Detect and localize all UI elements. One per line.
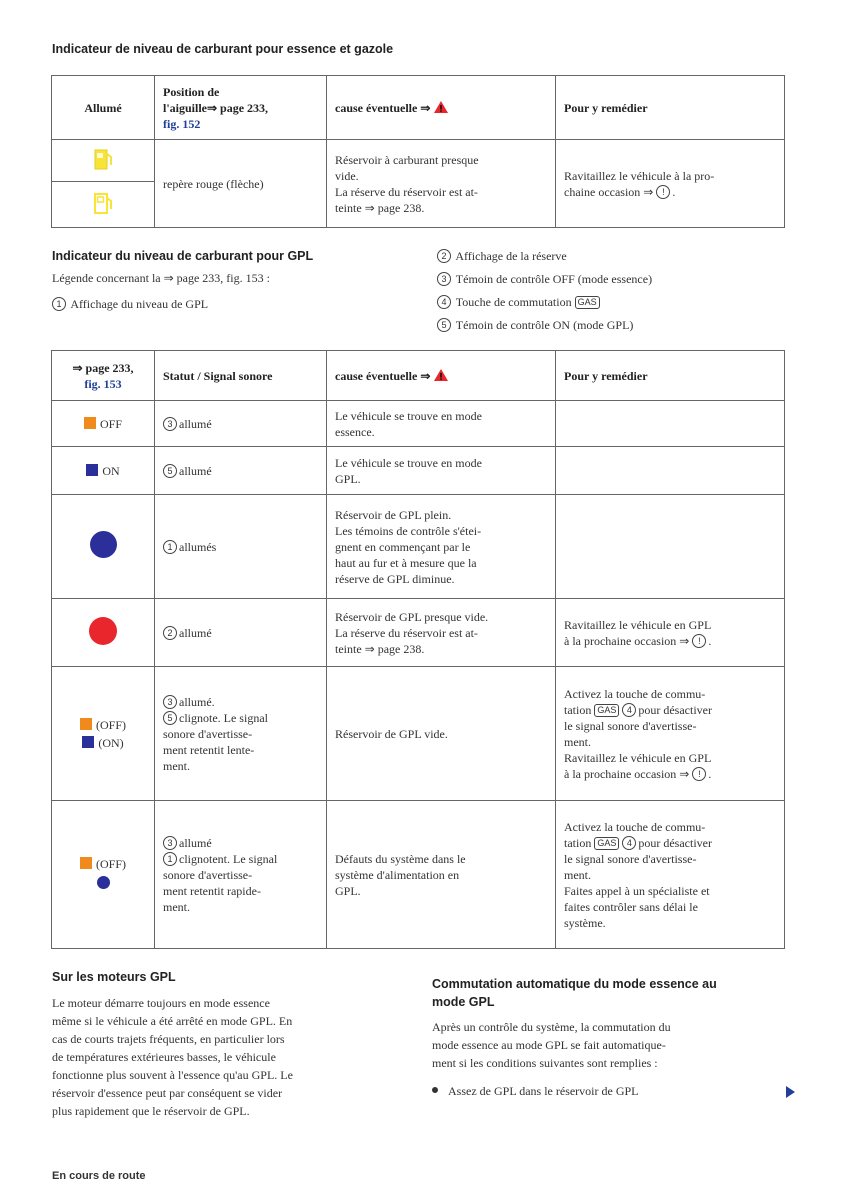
auto-switch-bullet: Assez de GPL dans le réservoir de GPL [432, 1082, 639, 1100]
needle-position-cell: repère rouge (flèche) [155, 140, 327, 228]
status-cell: 5 allumé [155, 447, 327, 495]
indicator-cell: (OFF) [52, 801, 155, 949]
remedy-cell: Activez la touche de commu- tation GAS 4 pour désactiver le signal sonore d'avertisse- ment. Faites appel à un spécialiste et faites contrôler sans délai le système. [556, 801, 785, 949]
legend-item-3: 3 Témoin de contrôle OFF (mode essence) [437, 272, 652, 287]
continue-arrow-icon [786, 1086, 795, 1098]
table-row [52, 447, 785, 495]
indicator-cell: OFF [52, 401, 155, 447]
blue-square-icon [82, 736, 94, 748]
auto-switch-heading: Commutation automatique du mode essence au mode GPL [432, 977, 717, 1009]
header-status: Statut / Signal sonore [155, 351, 327, 401]
header-remedy: Pour y remédier [556, 76, 785, 140]
table-row [52, 401, 785, 447]
remedy-cell: Ravitaillez le véhicule en GPL à la prochaine occasion ⇒ ! . [556, 599, 785, 667]
warning-icon [433, 368, 449, 382]
fuel-indicator-heading: Indicateur de niveau de carburant pour essence et gazole [52, 42, 394, 56]
status-cell: 3 allumé 1 clignotent. Le signal sonore d'avertisse- ment retentit rapide- ment. [155, 801, 327, 949]
header-needle-position: Position de l'aiguille⇒ page 233, fig. 152 [155, 76, 327, 140]
orange-square-icon [80, 718, 92, 730]
indicator-cell: ON [52, 447, 155, 495]
indicator-cell [52, 599, 155, 667]
cause-cell: Le véhicule se trouve en mode essence. [327, 401, 556, 447]
legend-intro: Légende concernant la ⇒ page 233, fig. 153 : [52, 271, 270, 285]
fuel-lamp-cell-filled [52, 140, 155, 182]
blue-dot-icon [97, 876, 110, 889]
cause-cell: Le véhicule se trouve en mode GPL. [327, 447, 556, 495]
legend-item-4: 4 Touche de commutation GAS [437, 295, 600, 310]
gas-key-icon: GAS [594, 837, 619, 850]
header-page-ref: ⇒ page 233, fig. 153 [52, 351, 155, 401]
status-cell: 3 allumé. 5 clignote. Le signal sonore d'avertisse- ment retentit lente- ment. [155, 667, 327, 801]
auto-switch-paragraph: Après un contrôle du système, la commutation du mode essence au mode GPL se fait automatique- ment si les conditions suivantes sont remplies : [432, 1020, 671, 1070]
lpg-engines-heading: Sur les moteurs GPL [52, 970, 176, 984]
gas-key-icon: GAS [594, 704, 619, 717]
cause-cell: Réservoir de GPL plein. Les témoins de contrôle s'étei- gnent en commençant par le haut au fur et à mesure que la réserve de GPL diminue. [327, 495, 556, 599]
fuel-pump-outline-icon [92, 190, 114, 216]
orange-square-icon [80, 857, 92, 869]
status-cell: 3 allumé [155, 401, 327, 447]
table-row [52, 599, 785, 667]
cause-cell: Réservoir de GPL presque vide. La réserve du réservoir est at- teinte ⇒ page 238. [327, 599, 556, 667]
cause-cell: Réservoir à carburant presque vide. La réserve du réservoir est at- teinte ⇒ page 238. [327, 140, 556, 228]
fuel-indicator-table [51, 75, 785, 228]
bullet-icon [432, 1087, 438, 1093]
fuel-lamp-cell-outline [52, 182, 155, 228]
legend-item-2: 2 Affichage de la réserve [437, 249, 567, 264]
red-dot-icon [89, 617, 117, 645]
table-row [52, 495, 785, 599]
remedy-cell [556, 495, 785, 599]
cause-cell: Réservoir de GPL vide. [327, 667, 556, 801]
warning-icon [433, 100, 449, 114]
lpg-indicator-heading: Indicateur du niveau de carburant pour GPL [52, 249, 314, 263]
lpg-indicator-table [51, 350, 785, 949]
legend-item-1: 1 Affichage du niveau de GPL [52, 297, 208, 312]
indicator-cell: (OFF) (ON) [52, 667, 155, 801]
table-row [52, 801, 785, 949]
indicator-cell [52, 495, 155, 599]
status-cell: 2 allumé [155, 599, 327, 667]
remedy-cell: Ravitaillez le véhicule à la pro- chaine occasion ⇒ ! . [556, 140, 785, 228]
header-cause: cause éventuelle ⇒ [327, 76, 556, 140]
blue-square-icon [86, 464, 98, 476]
page-footer: En cours de route [52, 1170, 146, 1182]
header-cause-2: cause éventuelle ⇒ [327, 351, 556, 401]
lpg-engines-paragraph: Le moteur démarre toujours en mode essence même si le véhicule a été arrêté en mode GPL. En cas de courts trajets fréquents, en particulier lors de températures extérieures basses, le véhicule fonctionne plus souvent à l'essence qu'au GPL. Le réservoir d'essence peut par conséquent se vider plus rapidement que le réservoir de GPL. [52, 996, 293, 1118]
table-row [52, 667, 785, 801]
gas-key-icon: GAS [575, 296, 600, 309]
cause-cell: Défauts du système dans le système d'alimentation en GPL. [327, 801, 556, 949]
header-remedy-2: Pour y remédier [556, 351, 785, 401]
header-allume: Allumé [52, 76, 155, 140]
notice-ref-icon: ! [692, 767, 706, 781]
remedy-cell [556, 401, 785, 447]
remedy-cell [556, 447, 785, 495]
fuel-pump-filled-icon [92, 146, 114, 172]
blue-dot-icon [90, 531, 117, 558]
orange-square-icon [84, 417, 96, 429]
notice-ref-icon: ! [656, 185, 670, 199]
remedy-cell: Activez la touche de commu- tation GAS 4 pour désactiver le signal sonore d'avertisse- ment. Ravitaillez le véhicule en GPL à la prochaine occasion ⇒ ! . [556, 667, 785, 801]
notice-ref-icon: ! [692, 634, 706, 648]
legend-item-5: 5 Témoin de contrôle ON (mode GPL) [437, 318, 633, 333]
status-cell: 1 allumés [155, 495, 327, 599]
